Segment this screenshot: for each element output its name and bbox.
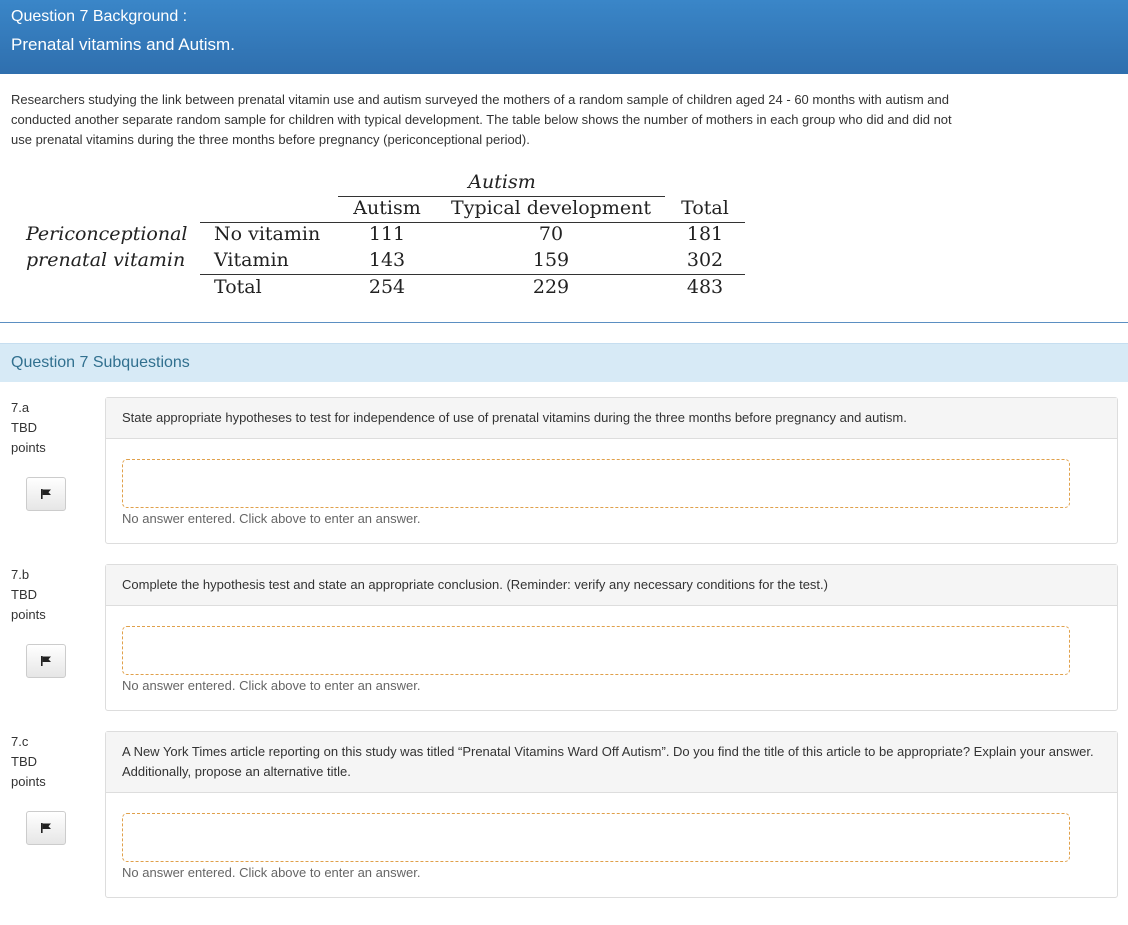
question-tbd: TBD xyxy=(11,754,37,769)
question-points: points xyxy=(11,607,46,622)
question-id: 7.a xyxy=(11,400,30,415)
answer-box[interactable] xyxy=(122,626,1070,675)
question-tbd: TBD xyxy=(11,587,37,602)
table-cell: 181 xyxy=(686,223,724,245)
row-group-label-2: prenatal vitamin xyxy=(26,249,186,271)
table-cell: 229 xyxy=(532,276,570,298)
table-cell: 159 xyxy=(532,249,570,271)
table-rule xyxy=(338,222,745,223)
table-rule xyxy=(200,222,338,223)
row-label-no-vitamin: No vitamin xyxy=(214,223,321,245)
intro-text: Researchers studying the link between prenatal vitamin use and autism surveyed the mothers of a random sample of children aged 24 - 60 months with autism and conducted another separate random sample for children with typical development. The table below shows the number of mothers in each group who did and did not use prenatal vitamins during the three months before pregnancy (periconceptional period). xyxy=(11,92,952,147)
row-group-label-1: Periconceptional xyxy=(26,223,188,245)
question-label-7a xyxy=(11,398,46,458)
question-subtitle: Question 7 Background : xyxy=(11,8,188,25)
question-panel-7a xyxy=(105,397,1118,544)
question-panel-7b xyxy=(105,564,1118,711)
background-header xyxy=(0,0,1128,74)
flag-button[interactable] xyxy=(26,811,66,845)
col-header-autism: Autism xyxy=(353,197,421,219)
no-answer-text: No answer entered. Click above to enter an answer. xyxy=(122,865,421,880)
table-rule xyxy=(338,196,665,197)
table-cell: 111 xyxy=(368,223,406,245)
no-answer-text: No answer entered. Click above to enter an answer. xyxy=(122,511,421,526)
table-group-header: Autism xyxy=(468,171,536,193)
question-id: 7.c xyxy=(11,734,29,749)
question-panel-7c xyxy=(105,731,1118,898)
question-tbd: TBD xyxy=(11,420,37,435)
table-cell: 483 xyxy=(686,276,724,298)
subquestions-title: Question 7 Subquestions xyxy=(11,354,190,371)
question-label-7b xyxy=(11,565,46,625)
flag-icon xyxy=(40,655,52,667)
flag-button[interactable] xyxy=(26,644,66,678)
table-cell: 143 xyxy=(368,249,406,271)
table-cell: 70 xyxy=(538,223,564,245)
question-points: points xyxy=(11,774,46,789)
question-points: points xyxy=(11,440,46,455)
answer-box[interactable] xyxy=(122,813,1070,862)
flag-button[interactable] xyxy=(26,477,66,511)
table-rule xyxy=(200,274,745,275)
row-label-vitamin: Vitamin xyxy=(214,249,289,271)
row-label-total: Total xyxy=(214,276,262,298)
subquestions-header xyxy=(0,343,1128,382)
section-divider xyxy=(0,322,1128,323)
question-text: A New York Times article reporting on this study was titled “Prenatal Vitamins Ward Off Autism”. Do you find the title of this article to be appropriate? Explain your answer. Additionally, propose an alternative title. xyxy=(106,732,1117,793)
no-answer-text: No answer entered. Click above to enter an answer. xyxy=(122,678,421,693)
question-text: Complete the hypothesis test and state an appropriate conclusion. (Reminder: verify any necessary conditions for the test.) xyxy=(106,565,1117,606)
col-header-typical: Typical development xyxy=(451,197,651,219)
flag-icon xyxy=(40,822,52,834)
col-header-total: Total xyxy=(681,197,729,219)
flag-icon xyxy=(40,488,52,500)
answer-box[interactable] xyxy=(122,459,1070,508)
question-id: 7.b xyxy=(11,567,30,582)
question-title: Prenatal vitamins and Autism. xyxy=(11,35,235,54)
question-label-7c xyxy=(11,732,46,792)
question-text: State appropriate hypotheses to test for independence of use of prenatal vitamins during the three months before pregnancy and autism. xyxy=(106,398,1117,439)
table-cell: 302 xyxy=(686,249,724,271)
table-cell: 254 xyxy=(368,276,406,298)
